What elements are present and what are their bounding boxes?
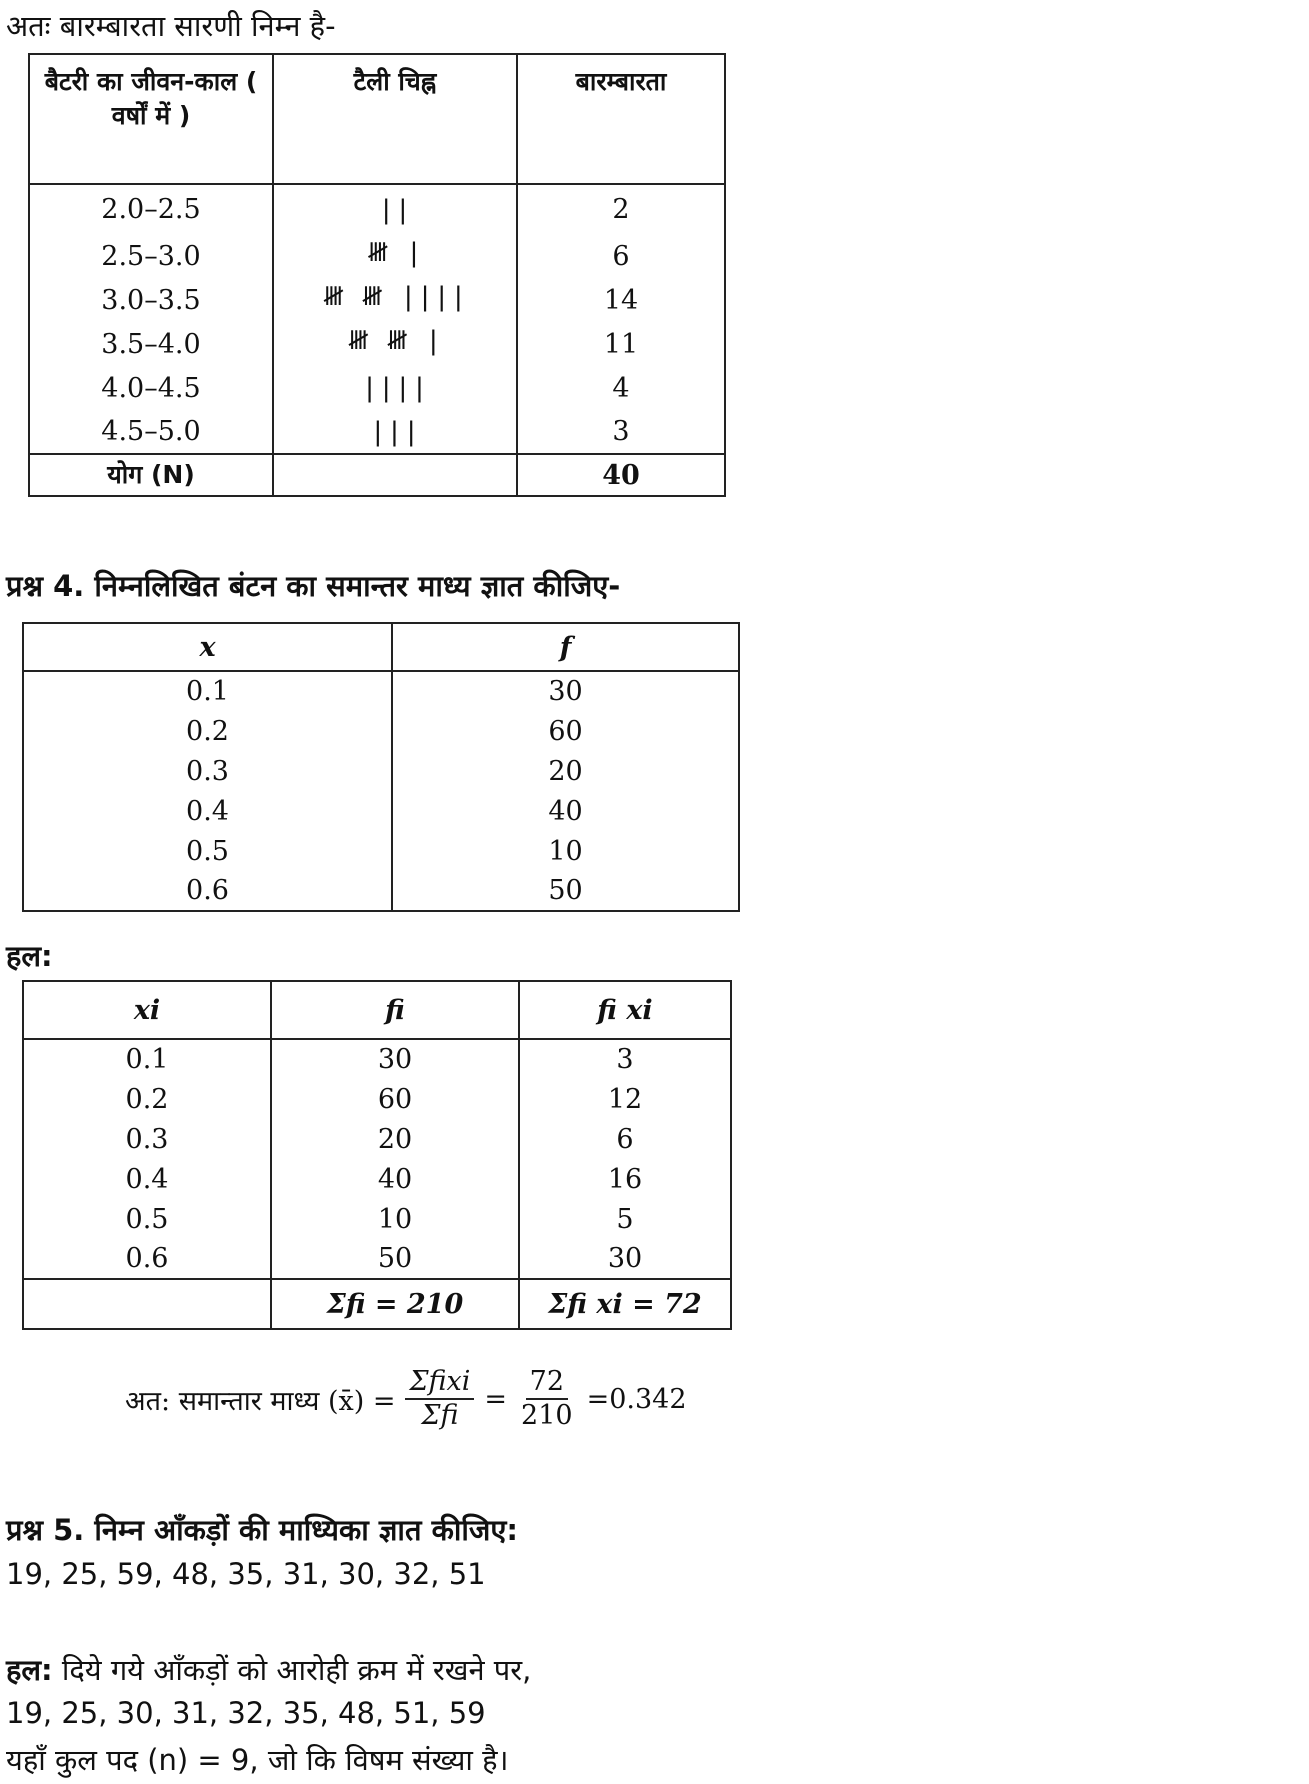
formula-fraction-1 <box>405 1366 474 1433</box>
q5-count-line: यहाँ कुल पद (n) = 9, जो कि विषम संख्या है। <box>6 1743 509 1777</box>
table-header-row <box>23 623 739 671</box>
question-4: प्रश्न 4. निम्नलिखित बंटन का समान्तर माध्य ज्ञात कीजिए- <box>6 569 621 603</box>
header-frequency: बारम्बारता <box>517 54 725 184</box>
range-cell: 3.5–4.0 <box>29 322 273 366</box>
frequency-cell: 4 <box>517 366 725 410</box>
tally-cell: ||| <box>273 410 517 454</box>
table-total-row <box>29 454 725 496</box>
frequency-cell: 3 <box>517 410 725 454</box>
table-row <box>29 234 725 278</box>
table-row <box>29 366 725 410</box>
table-row <box>23 1119 731 1159</box>
x-cell: 0.1 <box>23 671 392 711</box>
table-row <box>29 184 725 234</box>
mean-calculation-table <box>22 980 732 1330</box>
q5-sorted-data: 19, 25, 30, 31, 32, 35, 48, 51, 59 <box>6 1696 486 1730</box>
fixi-cell: 3 <box>519 1039 731 1079</box>
q5-solution-label: हल: <box>6 1653 53 1687</box>
header-fi: fi <box>271 981 519 1039</box>
table-row <box>23 1039 731 1079</box>
table-sum-row <box>23 1279 731 1329</box>
fi-cell: 20 <box>271 1119 519 1159</box>
range-cell: 4.5–5.0 <box>29 410 273 454</box>
range-cell: 2.5–3.0 <box>29 234 273 278</box>
formula-denominator-2: 210 <box>521 1400 573 1432</box>
table-row <box>29 410 725 454</box>
xi-cell: 0.1 <box>23 1039 271 1079</box>
f-cell: 10 <box>392 831 739 871</box>
table-row <box>29 278 725 322</box>
x-cell: 0.2 <box>23 711 392 751</box>
intro-line: अतः बारम्बारता सारणी निम्न है- <box>6 9 336 43</box>
table-header-row <box>29 54 725 184</box>
fixi-cell: 12 <box>519 1079 731 1119</box>
f-cell: 30 <box>392 671 739 711</box>
table-row <box>23 751 739 791</box>
table-row <box>23 871 739 911</box>
f-cell: 50 <box>392 871 739 911</box>
xi-cell: 0.3 <box>23 1119 271 1159</box>
sum-fi: Σfi = 210 <box>271 1279 519 1329</box>
f-cell: 40 <box>392 791 739 831</box>
header-battery-life: बैटरी का जीवन-काल ( वर्षों में ) <box>29 54 273 184</box>
frequency-cell: 14 <box>517 278 725 322</box>
xi-cell: 0.4 <box>23 1159 271 1199</box>
total-value: 40 <box>517 454 725 496</box>
table-row <box>23 791 739 831</box>
table-row <box>29 322 725 366</box>
fixi-cell: 6 <box>519 1119 731 1159</box>
distribution-table <box>22 622 740 912</box>
fi-cell: 60 <box>271 1079 519 1119</box>
fixi-cell: 16 <box>519 1159 731 1199</box>
q5-solution-text: दिये गये आँकड़ों को आरोही क्रम में रखने पर, <box>52 1653 532 1687</box>
formula-numerator-1: Σfixi <box>405 1366 474 1400</box>
fi-cell: 40 <box>271 1159 519 1199</box>
mean-formula <box>125 1366 687 1433</box>
frequency-cell: 2 <box>517 184 725 234</box>
question-5: प्रश्न 5. निम्न आँकड़ों की माध्यिका ज्ञात कीजिए: <box>6 1513 519 1547</box>
fixi-cell: 30 <box>519 1239 731 1279</box>
battery-frequency-table <box>28 53 726 497</box>
xi-cell: 0.6 <box>23 1239 271 1279</box>
formula-numerator-2: 72 <box>526 1366 568 1400</box>
total-empty-cell <box>273 454 517 496</box>
header-tally: टैली चिह्न <box>273 54 517 184</box>
formula-result: =0.342 <box>586 1383 687 1415</box>
x-cell: 0.6 <box>23 871 392 911</box>
sum-empty-cell <box>23 1279 271 1329</box>
tally-cell: || <box>273 184 517 234</box>
range-cell: 3.0–3.5 <box>29 278 273 322</box>
table-row <box>23 1079 731 1119</box>
formula-prefix: अत: समान्तार माध्य (x̄) = <box>125 1385 396 1417</box>
formula-equals: = <box>484 1383 508 1415</box>
frequency-cell: 11 <box>517 322 725 366</box>
fi-cell: 50 <box>271 1239 519 1279</box>
total-label: योग (N) <box>29 454 273 496</box>
x-cell: 0.4 <box>23 791 392 831</box>
tally-cell: 𝍸 | <box>273 234 517 278</box>
header-f: f <box>392 623 739 671</box>
fi-cell: 30 <box>271 1039 519 1079</box>
sum-fixi: Σfi xi = 72 <box>519 1279 731 1329</box>
q5-solution-line <box>6 1650 531 1689</box>
formula-fraction-2 <box>517 1366 577 1433</box>
formula-denominator-1: Σfi <box>421 1400 459 1432</box>
table-row <box>23 1159 731 1199</box>
q5-data: 19, 25, 59, 48, 35, 31, 30, 32, 51 <box>6 1557 486 1591</box>
xi-cell: 0.5 <box>23 1199 271 1239</box>
tally-cell: 𝍸 𝍸 |||| <box>273 278 517 322</box>
tally-cell: 𝍸 𝍸 | <box>273 322 517 366</box>
tally-cell: |||| <box>273 366 517 410</box>
f-cell: 60 <box>392 711 739 751</box>
xi-cell: 0.2 <box>23 1079 271 1119</box>
x-cell: 0.5 <box>23 831 392 871</box>
fixi-cell: 5 <box>519 1199 731 1239</box>
frequency-cell: 6 <box>517 234 725 278</box>
header-x: x <box>23 623 392 671</box>
x-cell: 0.3 <box>23 751 392 791</box>
solution-label: हल: <box>6 939 53 973</box>
table-row <box>23 1239 731 1279</box>
header-fixi: fi xi <box>519 981 731 1039</box>
header-xi: xi <box>23 981 271 1039</box>
table-row <box>23 671 739 711</box>
table-header-row <box>23 981 731 1039</box>
range-cell: 2.0–2.5 <box>29 184 273 234</box>
table-row <box>23 711 739 751</box>
fi-cell: 10 <box>271 1199 519 1239</box>
f-cell: 20 <box>392 751 739 791</box>
range-cell: 4.0–4.5 <box>29 366 273 410</box>
table-row <box>23 1199 731 1239</box>
table-row <box>23 831 739 871</box>
